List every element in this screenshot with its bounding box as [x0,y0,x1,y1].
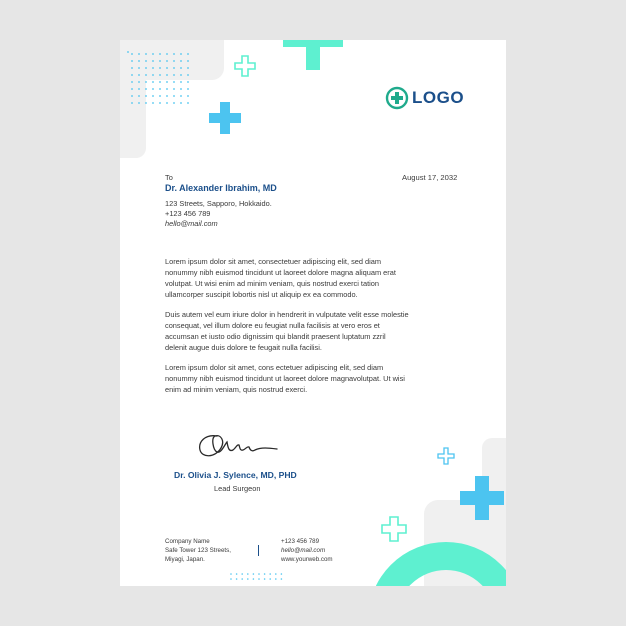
paragraph-1: Lorem ipsum dolor sit amet, consectetuer adipiscing elit, sed diam nonummy nibh euismod tincidunt ut laoreet dolore magna aliquam erat volutpat. Ut wisi enim ad minim veniam, quis nostrud exerci tation ullamcorper suscipit lobortis nisl ut aliquip ex ea commodo. [165,257,396,299]
footer-email: hello@mail.com [281,547,326,554]
letter-date: August 17, 2032 [402,173,458,182]
footer-address-2: Miyagi, Japan. [165,556,205,563]
paragraph-2: Duis autem vel eum iriure dolor in hendrerit in vulputate velit esse molestie consequat, vel illum dolore eu feugiat nulla facilisis at vero eros et accumsan et iusto odio dignissim qui blandit praesent luptatum zzril delenit augue duis dolore te feugait nulla facilisi. [165,310,409,352]
to-label: To [165,173,173,182]
mint-plus-top-icon [283,40,343,70]
outline-plus-right-icon [436,446,456,466]
letterhead-page [120,40,506,586]
blue-plus-icon [208,101,242,135]
footer-phone: +123 456 789 [281,538,320,545]
paragraph-3: Lorem ipsum dolor sit amet, cons ectetuer adipiscing elit, sed diam nonummy nibh euismod tincidunt ut laoreet dolore magnavolutpat. Ut wisi enim ad minim veniam, quis nostrud exerci. [165,363,405,394]
footer-web: www.yourweb.com [281,556,333,563]
signer-name: Dr. Olivia J. Sylence, MD, PHD [174,470,297,480]
signer-title: Lead Surgeon [214,484,261,493]
footer-divider [258,545,259,556]
recipient-phone: +123 456 789 [165,209,211,218]
footer-address-1: Safe Tower 123 Streets, [165,547,231,554]
dot-grid-bottom [228,572,288,582]
outline-plus-small-icon [233,54,257,78]
mint-ring-shape [376,536,506,586]
footer-company: Company Name [165,538,210,545]
dot-grid-top [126,50,190,114]
logo-text: LOGO [412,88,465,107]
recipient-address: 123 Streets, Sapporo, Hokkaido. [165,199,272,208]
recipient-name: Dr. Alexander Ibrahim, MD [165,183,277,193]
blue-plus-large-icon [459,475,505,521]
recipient-email: hello@mail.com [165,219,218,228]
plus-circle-icon [385,86,409,110]
signature [195,428,285,464]
